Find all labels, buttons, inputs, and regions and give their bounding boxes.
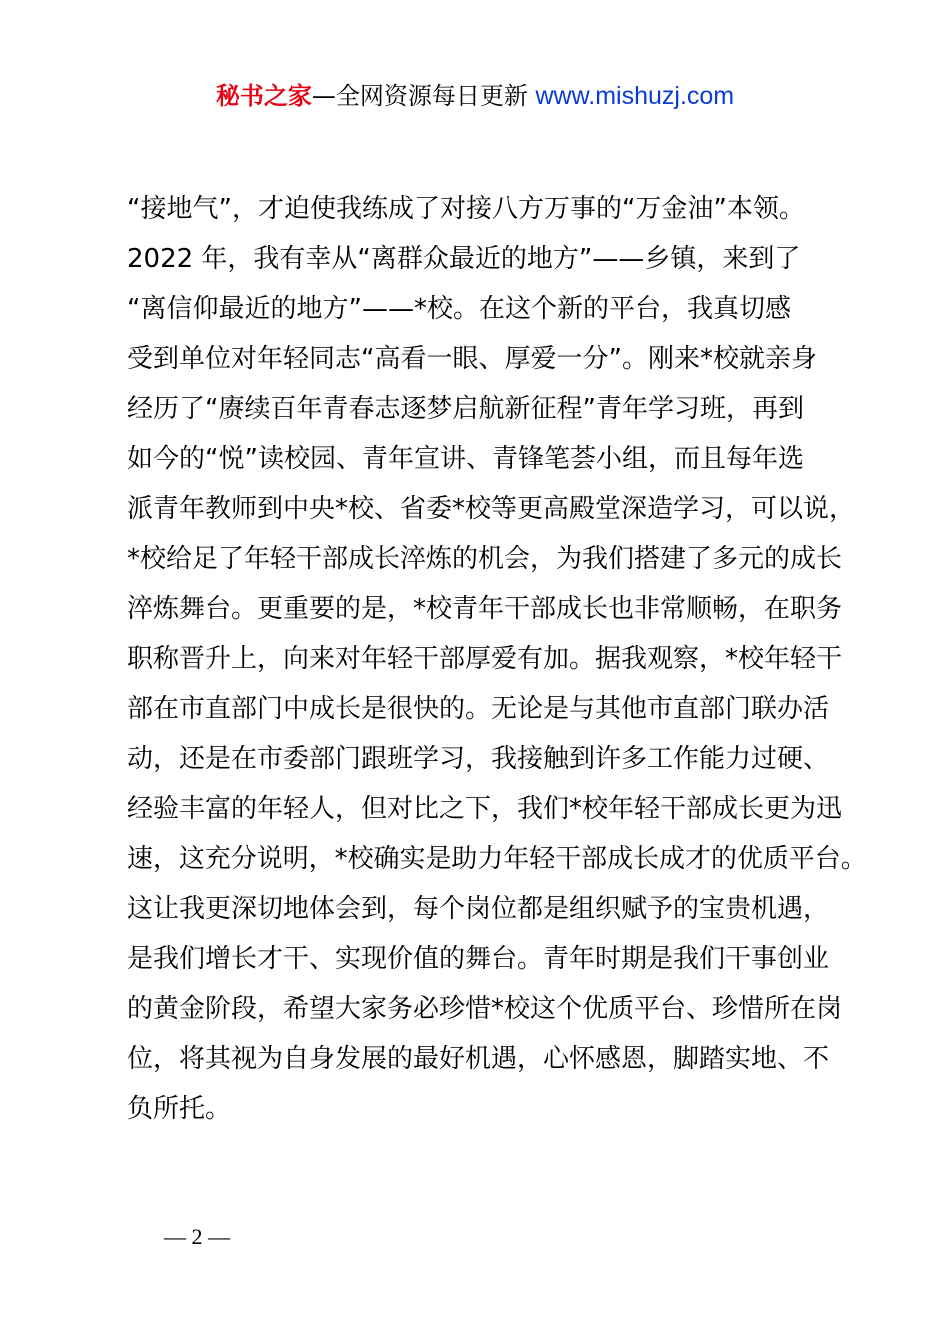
body-line: 淬炼舞台。更重要的是，*校青年干部成长也非常顺畅，在职务 <box>127 594 843 624</box>
page-number: — 2 — <box>164 1224 230 1249</box>
site-header <box>0 78 950 114</box>
body-line: 经历了“赓续百年青春志逐梦启航新征程”青年学习班，再到 <box>127 394 804 424</box>
body-line: 动，还是在市委部门跟班学习，我接触到许多工作能力过硬、 <box>127 744 830 774</box>
site-url-link[interactable]: www.mishuzj.com <box>535 82 735 110</box>
body-line: 部在市直部门中成长是很快的。无论是与其他市直部门联办活 <box>127 694 830 724</box>
header-tagline: —全网资源每日更新 <box>311 82 536 110</box>
body-line: 是我们增长才干、实现价值的舞台。青年时期是我们干事创业 <box>127 944 830 974</box>
body-line: 派青年教师到中央*校、省委*校等更高殿堂深造学习，可以说， <box>127 494 856 524</box>
body-line: 职称晋升上，向来对年轻干部厚爱有加。据我观察，*校年轻干 <box>127 644 843 674</box>
body-line: “接地气”，才迫使我练成了对接八方万事的“万金油”本领。 <box>127 194 805 224</box>
body-line: *校给足了年轻干部成长淬炼的机会，为我们搭建了多元的成长 <box>127 544 843 574</box>
body-line: 位，将其视为自身发展的最好机遇，心怀感恩，脚踏实地、不 <box>127 1044 830 1074</box>
brand-name: 秘书之家 <box>215 82 312 110</box>
body-line: 受到单位对年轻同志“高看一眼、厚爱一分”。刚来*校就亲身 <box>127 344 817 374</box>
body-line: 这让我更深切地体会到，每个岗位都是组织赋予的宝贵机遇， <box>127 894 830 924</box>
body-line: 2022 年，我有幸从“离群众最近的地方”——乡镇，来到了 <box>127 244 801 274</box>
body-line: 的黄金阶段，希望大家务必珍惜*校这个优质平台、珍惜所在岗 <box>127 994 843 1024</box>
body-line: 负所托。 <box>127 1094 232 1124</box>
body-line: 经验丰富的年轻人，但对比之下，我们*校年轻干部成长更为迅 <box>127 794 843 824</box>
body-line: 如今的“悦”读校园、青年宣讲、青锋笔荟小组，而且每年选 <box>127 444 804 474</box>
body-line: “离信仰最近的地方”——*校。在这个新的平台，我真切感 <box>127 294 791 324</box>
document-body <box>127 184 867 1134</box>
body-line: 速，这充分说明，*校确实是助力年轻干部成长成才的优质平台。 <box>127 844 867 874</box>
